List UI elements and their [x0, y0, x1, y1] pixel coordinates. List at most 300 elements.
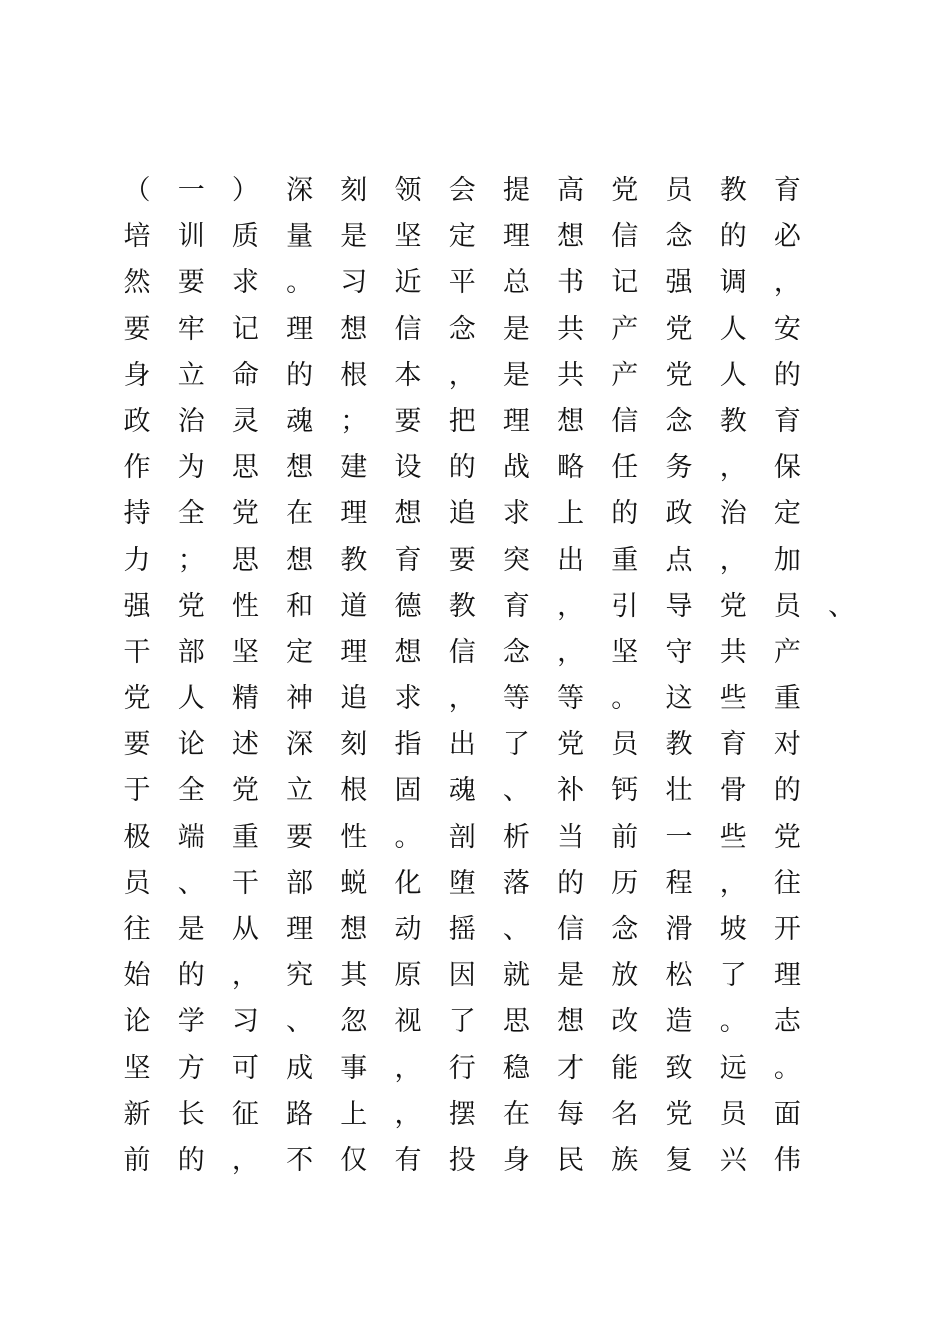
- glyph: 极: [123, 821, 151, 853]
- glyph: 民: [557, 1144, 585, 1176]
- text-line: [110, 630, 860, 676]
- glyph: 总: [502, 267, 530, 299]
- text-line: [110, 1046, 860, 1092]
- glyph: 战: [502, 452, 530, 484]
- glyph: 重: [611, 544, 639, 576]
- glyph: 必: [773, 221, 801, 253]
- glyph: 想: [286, 452, 314, 484]
- glyph: 成: [286, 1052, 314, 1084]
- glyph: 兴: [719, 1144, 747, 1176]
- glyph: 论: [123, 1006, 151, 1038]
- text-line: [110, 999, 860, 1045]
- glyph: 坚: [123, 1052, 151, 1084]
- glyph: 定: [773, 498, 801, 530]
- glyph: 魂: [448, 775, 476, 807]
- glyph: 员: [665, 175, 693, 206]
- glyph: 是: [340, 221, 368, 253]
- glyph: 坚: [611, 636, 639, 668]
- glyph: 人: [719, 359, 747, 391]
- glyph: 。: [394, 821, 422, 853]
- glyph: 理: [286, 914, 314, 945]
- glyph: 远: [719, 1052, 747, 1084]
- glyph: 的: [773, 359, 801, 391]
- glyph: 上: [340, 1098, 368, 1130]
- glyph: 事: [340, 1052, 368, 1084]
- glyph: 想: [557, 1006, 585, 1038]
- glyph: 。: [611, 683, 639, 715]
- glyph: 动: [394, 914, 422, 945]
- glyph: 其: [340, 960, 368, 992]
- glyph: 往: [123, 914, 151, 945]
- glyph: 要: [177, 267, 205, 299]
- glyph: 理: [286, 313, 314, 345]
- glyph: 。: [719, 1006, 747, 1038]
- glyph: 追: [448, 498, 476, 530]
- glyph: 党: [231, 775, 259, 807]
- glyph: 人: [719, 313, 747, 345]
- glyph: 求: [394, 683, 422, 715]
- glyph: 刻: [340, 175, 368, 206]
- glyph: 些: [719, 683, 747, 715]
- glyph: 性: [340, 821, 368, 853]
- glyph: 坚: [231, 636, 259, 668]
- glyph: 、: [828, 590, 856, 622]
- glyph: 重: [773, 683, 801, 715]
- glyph: （: [123, 175, 151, 206]
- glyph: 员: [611, 729, 639, 761]
- glyph: 、: [286, 1006, 314, 1038]
- glyph: 述: [231, 729, 259, 761]
- glyph: 原: [394, 960, 422, 992]
- glyph: ，: [394, 1052, 422, 1084]
- text-line: [110, 445, 860, 491]
- glyph: 政: [123, 405, 151, 437]
- glyph: 长: [177, 1098, 205, 1130]
- glyph: 导: [665, 590, 693, 622]
- glyph: 前: [611, 821, 639, 853]
- glyph: 教: [665, 729, 693, 761]
- glyph: 强: [123, 590, 151, 622]
- body-text: [110, 168, 860, 1184]
- glyph: 摇: [448, 914, 476, 945]
- glyph: 才: [557, 1052, 585, 1084]
- glyph: 量: [286, 221, 314, 253]
- glyph: 想: [557, 221, 585, 253]
- glyph: 等: [557, 683, 585, 715]
- glyph: 党: [773, 821, 801, 853]
- glyph: 从: [231, 914, 259, 945]
- glyph: 本: [394, 359, 422, 391]
- glyph: 一: [177, 175, 205, 206]
- glyph: ，: [719, 544, 747, 576]
- glyph: 一: [665, 821, 693, 853]
- glyph: 灵: [231, 405, 259, 437]
- glyph: 对: [773, 729, 801, 761]
- glyph: 往: [773, 867, 801, 899]
- glyph: 致: [665, 1052, 693, 1084]
- glyph: 不: [286, 1144, 314, 1176]
- glyph: 坡: [719, 914, 747, 945]
- glyph: 习: [340, 267, 368, 299]
- glyph: 党: [719, 590, 747, 622]
- glyph: 立: [177, 359, 205, 391]
- glyph: 政: [665, 498, 693, 530]
- glyph: 产: [773, 636, 801, 668]
- glyph: ，: [719, 867, 747, 899]
- glyph: ，: [773, 267, 801, 299]
- glyph: 开: [773, 914, 801, 945]
- glyph: 刻: [340, 729, 368, 761]
- glyph: 为: [177, 452, 205, 484]
- glyph: 钙: [611, 775, 639, 807]
- glyph: 蜕: [340, 867, 368, 899]
- text-line: [110, 260, 860, 306]
- glyph: 新: [123, 1098, 151, 1130]
- glyph: 想: [394, 636, 422, 668]
- glyph: 点: [665, 544, 693, 576]
- glyph: 求: [231, 267, 259, 299]
- glyph: 信: [557, 914, 585, 945]
- glyph: 了: [502, 729, 530, 761]
- glyph: 引: [611, 590, 639, 622]
- glyph: 始: [123, 960, 151, 992]
- glyph: 道: [340, 590, 368, 622]
- glyph: 思: [502, 1006, 530, 1038]
- glyph: 干: [231, 867, 259, 899]
- glyph: 行: [448, 1052, 476, 1084]
- glyph: 复: [665, 1144, 693, 1176]
- glyph: 力: [123, 544, 151, 576]
- glyph: 于: [123, 775, 151, 807]
- glyph: 落: [502, 867, 530, 899]
- glyph: 神: [286, 683, 314, 715]
- glyph: 面: [773, 1098, 801, 1130]
- glyph: 治: [719, 498, 747, 530]
- glyph: 想: [394, 498, 422, 530]
- glyph: 能: [611, 1052, 639, 1084]
- glyph: 念: [502, 636, 530, 668]
- glyph: 牢: [177, 313, 205, 345]
- glyph: 平: [448, 267, 476, 299]
- glyph: 析: [502, 821, 530, 853]
- glyph: 想: [557, 405, 585, 437]
- glyph: 是: [502, 359, 530, 391]
- glyph: 部: [286, 867, 314, 899]
- glyph: 剖: [448, 821, 476, 853]
- glyph: 务: [665, 452, 693, 484]
- glyph: 根: [340, 359, 368, 391]
- glyph: 和: [286, 590, 314, 622]
- glyph: 高: [557, 175, 585, 206]
- glyph: 提: [502, 175, 530, 206]
- glyph: 教: [340, 544, 368, 576]
- glyph: 深: [286, 729, 314, 761]
- glyph: 身: [502, 1144, 530, 1176]
- glyph: 前: [123, 1144, 151, 1176]
- glyph: 全: [177, 775, 205, 807]
- glyph: 立: [286, 775, 314, 807]
- glyph: ，: [557, 590, 585, 622]
- glyph: 思: [231, 544, 259, 576]
- glyph: 、: [502, 775, 530, 807]
- glyph: 稳: [502, 1052, 530, 1084]
- glyph: 然: [123, 267, 151, 299]
- glyph: 要: [448, 544, 476, 576]
- glyph: 要: [286, 821, 314, 853]
- glyph: 究: [286, 960, 314, 992]
- glyph: 因: [448, 960, 476, 992]
- glyph: 志: [773, 1006, 801, 1038]
- glyph: 的: [611, 498, 639, 530]
- glyph: 指: [394, 729, 422, 761]
- glyph: 共: [557, 359, 585, 391]
- glyph: 是: [557, 960, 585, 992]
- glyph: 要: [394, 405, 422, 437]
- glyph: 命: [231, 359, 259, 391]
- glyph: 信: [394, 313, 422, 345]
- glyph: 身: [123, 359, 151, 391]
- glyph: 守: [665, 636, 693, 668]
- text-line: [110, 953, 860, 999]
- glyph: 部: [177, 636, 205, 668]
- glyph: 产: [611, 313, 639, 345]
- glyph: 魂: [286, 405, 314, 437]
- glyph: 重: [231, 821, 259, 853]
- glyph: 的: [286, 359, 314, 391]
- text-line: [110, 538, 860, 584]
- glyph: 征: [231, 1098, 259, 1130]
- glyph: 改: [611, 1006, 639, 1038]
- glyph: 壮: [665, 775, 693, 807]
- glyph: 些: [719, 821, 747, 853]
- glyph: 上: [557, 498, 585, 530]
- glyph: 人: [177, 683, 205, 715]
- glyph: 程: [665, 867, 693, 899]
- glyph: 质: [231, 221, 259, 253]
- glyph: 教: [719, 405, 747, 437]
- glyph: 党: [123, 683, 151, 715]
- glyph: 持: [123, 498, 151, 530]
- glyph: 会: [448, 175, 476, 206]
- glyph: 育: [502, 590, 530, 622]
- glyph: 共: [557, 313, 585, 345]
- text-line: [110, 353, 860, 399]
- glyph: 深: [286, 175, 314, 206]
- glyph: 育: [394, 544, 422, 576]
- glyph: 党: [665, 1098, 693, 1130]
- glyph: 党: [665, 359, 693, 391]
- glyph: ；: [177, 544, 205, 576]
- glyph: 每: [557, 1098, 585, 1130]
- glyph: 训: [177, 221, 205, 253]
- glyph: 治: [177, 405, 205, 437]
- glyph: 加: [773, 544, 801, 576]
- glyph: 仅: [340, 1144, 368, 1176]
- glyph: 想: [286, 544, 314, 576]
- glyph: 育: [773, 175, 801, 206]
- text-line: [110, 399, 860, 445]
- glyph: ，: [719, 452, 747, 484]
- glyph: 的: [773, 775, 801, 807]
- glyph: 想: [340, 914, 368, 945]
- glyph: 信: [448, 636, 476, 668]
- glyph: 想: [340, 313, 368, 345]
- glyph: 念: [665, 405, 693, 437]
- glyph: 员: [773, 590, 801, 622]
- glyph: 作: [123, 452, 151, 484]
- glyph: 员: [123, 867, 151, 899]
- glyph: 摆: [448, 1098, 476, 1130]
- glyph: 理: [340, 636, 368, 668]
- glyph: 记: [231, 313, 259, 345]
- glyph: 伟: [773, 1144, 801, 1176]
- glyph: 突: [502, 544, 530, 576]
- glyph: 定: [286, 636, 314, 668]
- glyph: 定: [448, 221, 476, 253]
- glyph: 了: [448, 1006, 476, 1038]
- glyph: 念: [665, 221, 693, 253]
- glyph: 保: [773, 452, 801, 484]
- glyph: 的: [177, 960, 205, 992]
- glyph: 根: [340, 775, 368, 807]
- glyph: 补: [557, 775, 585, 807]
- glyph: ，: [557, 636, 585, 668]
- glyph: 。: [286, 267, 314, 299]
- glyph: 党: [557, 729, 585, 761]
- glyph: 理: [502, 405, 530, 437]
- glyph: 念: [448, 313, 476, 345]
- glyph: 设: [394, 452, 422, 484]
- glyph: 员: [719, 1098, 747, 1130]
- glyph: 。: [773, 1052, 801, 1084]
- glyph: 思: [231, 452, 259, 484]
- text-line: [110, 722, 860, 768]
- glyph: ）: [231, 175, 259, 206]
- glyph: 堕: [448, 867, 476, 899]
- glyph: 党: [231, 498, 259, 530]
- glyph: 共: [719, 636, 747, 668]
- glyph: 、: [502, 914, 530, 945]
- glyph: 书: [557, 267, 585, 299]
- glyph: 念: [611, 914, 639, 945]
- glyph: 骨: [719, 775, 747, 807]
- glyph: 党: [611, 175, 639, 206]
- glyph: 出: [557, 544, 585, 576]
- glyph: 出: [448, 729, 476, 761]
- glyph: 放: [611, 960, 639, 992]
- glyph: 的: [177, 1144, 205, 1176]
- glyph: 滑: [665, 914, 693, 945]
- glyph: ；: [340, 405, 368, 437]
- glyph: 性: [231, 590, 259, 622]
- text-line: [110, 307, 860, 353]
- glyph: 的: [557, 867, 585, 899]
- text-line: [110, 815, 860, 861]
- glyph: 历: [611, 867, 639, 899]
- glyph: 教: [719, 175, 747, 206]
- glyph: 要: [123, 729, 151, 761]
- glyph: ，: [231, 1144, 259, 1176]
- text-line: [110, 1138, 860, 1184]
- glyph: 理: [773, 960, 801, 992]
- glyph: 党: [177, 590, 205, 622]
- glyph: 论: [177, 729, 205, 761]
- glyph: 强: [665, 267, 693, 299]
- glyph: 习: [231, 1006, 259, 1038]
- glyph: 松: [665, 960, 693, 992]
- glyph: 要: [123, 313, 151, 345]
- glyph: 了: [719, 960, 747, 992]
- glyph: ，: [448, 359, 476, 391]
- glyph: 教: [448, 590, 476, 622]
- glyph: 产: [611, 359, 639, 391]
- glyph: 追: [340, 683, 368, 715]
- glyph: 领: [394, 175, 422, 206]
- glyph: 族: [611, 1144, 639, 1176]
- glyph: ，: [394, 1098, 422, 1130]
- glyph: 名: [611, 1098, 639, 1130]
- glyph: 学: [177, 1006, 205, 1038]
- glyph: 在: [502, 1098, 530, 1130]
- glyph: 造: [665, 1006, 693, 1038]
- glyph: 求: [502, 498, 530, 530]
- glyph: 忽: [340, 1006, 368, 1038]
- glyph: 的: [448, 452, 476, 484]
- glyph: 任: [611, 452, 639, 484]
- glyph: 等: [502, 683, 530, 715]
- glyph: 信: [611, 405, 639, 437]
- glyph: 路: [286, 1098, 314, 1130]
- glyph: 的: [719, 221, 747, 253]
- glyph: 育: [719, 729, 747, 761]
- glyph: 端: [177, 821, 205, 853]
- glyph: 培: [123, 221, 151, 253]
- text-line: [110, 907, 860, 953]
- glyph: 略: [557, 452, 585, 484]
- glyph: 记: [611, 267, 639, 299]
- glyph: 全: [177, 498, 205, 530]
- glyph: 化: [394, 867, 422, 899]
- glyph: 有: [394, 1144, 422, 1176]
- glyph: 信: [611, 221, 639, 253]
- glyph: 党: [665, 313, 693, 345]
- glyph: ，: [231, 960, 259, 992]
- glyph: 视: [394, 1006, 422, 1038]
- text-line: [110, 214, 860, 260]
- glyph: 德: [394, 590, 422, 622]
- text-line: [110, 168, 860, 214]
- glyph: 育: [773, 405, 801, 437]
- glyph: 理: [340, 498, 368, 530]
- glyph: 把: [448, 405, 476, 437]
- glyph: 干: [123, 636, 151, 668]
- text-line: [110, 491, 860, 537]
- glyph: 就: [502, 960, 530, 992]
- glyph: 在: [286, 498, 314, 530]
- glyph: 可: [231, 1052, 259, 1084]
- text-line: [110, 861, 860, 907]
- glyph: 是: [502, 313, 530, 345]
- text-line: [110, 676, 860, 722]
- glyph: 坚: [394, 221, 422, 253]
- glyph: 是: [177, 914, 205, 945]
- glyph: 这: [665, 683, 693, 715]
- glyph: 投: [448, 1144, 476, 1176]
- glyph: 、: [177, 867, 205, 899]
- glyph: 当: [557, 821, 585, 853]
- glyph: 固: [394, 775, 422, 807]
- glyph: 建: [340, 452, 368, 484]
